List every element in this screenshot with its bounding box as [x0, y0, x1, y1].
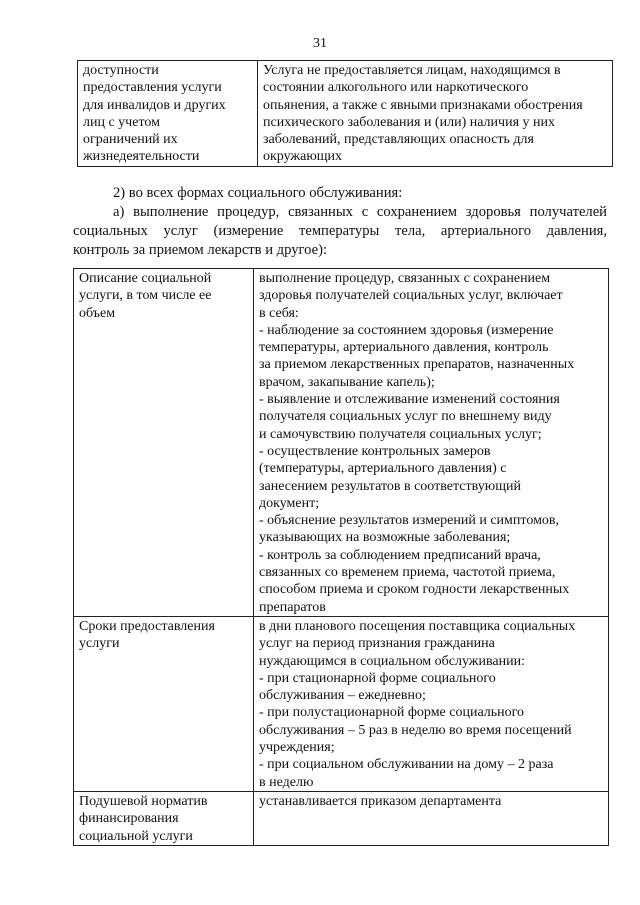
- section-heading: 2) во всех формах социального обслуживания:: [113, 185, 403, 201]
- cell-line: доступности: [83, 63, 159, 78]
- table-row: [74, 269, 609, 617]
- cell-line: температуры, артериального давления, контроль: [259, 340, 549, 356]
- cell-line: нуждающимся в социальном обслуживании:: [259, 653, 525, 669]
- cell-line: опьянения, а также с явными признаками обострения: [263, 97, 583, 113]
- service-details-table: [73, 268, 609, 846]
- row-label-cell: [74, 269, 254, 617]
- cell-line: устанавливается приказом департамента: [259, 793, 502, 809]
- cell-line: здоровья получателей социальных услуг, включает: [259, 288, 563, 304]
- cell-line: окружающих: [263, 149, 343, 165]
- cell-line: врачом, закапывание капель);: [259, 374, 435, 390]
- row-label-cell: [74, 616, 254, 791]
- cell-line: связанных со временем приема, частотой приема,: [259, 565, 556, 581]
- cell-line: Услуга не предоставляется лицам, находящимся в: [263, 63, 561, 78]
- cell-line: услуги: [79, 636, 120, 652]
- row-value-cell: [254, 269, 609, 617]
- cell-line: способом приема и сроком годности лекарственных: [259, 582, 570, 598]
- cell-line: социальной услуги: [79, 828, 193, 844]
- cell-line: в себя:: [259, 305, 299, 321]
- table-row: [74, 616, 609, 791]
- paragraph-line: контроль за приемом лекарств и другое):: [73, 242, 327, 258]
- accessibility-table: [77, 60, 613, 167]
- cell-line: Описание социальной: [79, 271, 212, 286]
- accessibility-label-cell: [78, 61, 258, 167]
- cell-line: лиц с учетом: [83, 114, 160, 130]
- cell-line: - при полустационарной форме социального: [259, 705, 525, 721]
- table-row: [78, 61, 613, 167]
- row-value-cell: [254, 791, 609, 845]
- accessibility-value-cell: [258, 61, 613, 167]
- cell-line: - контроль за соблюдением предписаний врача,: [259, 547, 541, 563]
- cell-line: указывающих на возможные заболевания;: [259, 530, 511, 546]
- cell-line: занесением результатов в соответствующий: [259, 478, 521, 494]
- cell-line: препаратов: [259, 599, 326, 615]
- cell-line: за приемом лекарственных препаратов, назначенных: [259, 357, 575, 373]
- cell-line: обслуживания – 5 раз в неделю во время посещений: [259, 722, 572, 738]
- cell-line: в неделю: [259, 774, 314, 790]
- cell-line: - выявление и отслеживание изменений состояния: [259, 392, 560, 408]
- page-number: 31: [313, 36, 327, 51]
- cell-line: жизнедеятельности: [83, 149, 200, 165]
- subsection-paragraph: [73, 203, 607, 260]
- row-value-cell: [254, 616, 609, 791]
- cell-line: - при стационарной форме социального: [259, 670, 496, 686]
- cell-line: учреждения;: [259, 740, 335, 756]
- cell-line: предоставления услуги: [83, 80, 222, 96]
- cell-line: состоянии алкогольного или наркотического: [263, 80, 529, 96]
- cell-line: в дни планового посещения поставщика социальных: [259, 618, 576, 634]
- cell-line: - объяснение результатов измерений и симптомов,: [259, 513, 560, 529]
- cell-line: заболеваний, представляющих опасность для: [263, 132, 534, 148]
- cell-line: документ;: [259, 495, 320, 511]
- row-label-cell: [74, 791, 254, 845]
- paragraph-line: социальных услуг (измерение температуры тела, артериального давления,: [73, 223, 607, 239]
- cell-line: - осуществление контрольных замеров: [259, 443, 491, 459]
- cell-line: финансирования: [79, 811, 179, 827]
- cell-line: обслуживания – ежедневно;: [259, 688, 426, 704]
- cell-line: ограничений их: [83, 132, 178, 148]
- cell-line: (температуры, артериального давления) с: [259, 461, 507, 477]
- table-row: [74, 791, 609, 845]
- cell-line: услуги, в том числе ее: [79, 288, 212, 304]
- cell-line: - наблюдение за состоянием здоровья (измерение: [259, 322, 554, 338]
- cell-line: Сроки предоставления: [79, 618, 215, 634]
- cell-line: для инвалидов и других: [83, 97, 226, 113]
- cell-line: - при социальном обслуживании на дому – 2 раза: [259, 757, 554, 773]
- cell-line: получателя социальных услуг по внешнему виду: [259, 409, 552, 425]
- cell-line: психического заболевания и (или) наличия у них: [263, 114, 555, 130]
- cell-line: объем: [79, 305, 116, 321]
- cell-line: услуг на период признания гражданина: [259, 636, 495, 652]
- cell-line: Подушевой норматив: [79, 793, 208, 809]
- paragraph-line: а) выполнение процедур, связанных с сохранением здоровья получателей: [113, 204, 607, 220]
- cell-line: выполнение процедур, связанных с сохранением: [259, 271, 551, 286]
- cell-line: и самочувствию получателя социальных услуг;: [259, 426, 542, 442]
